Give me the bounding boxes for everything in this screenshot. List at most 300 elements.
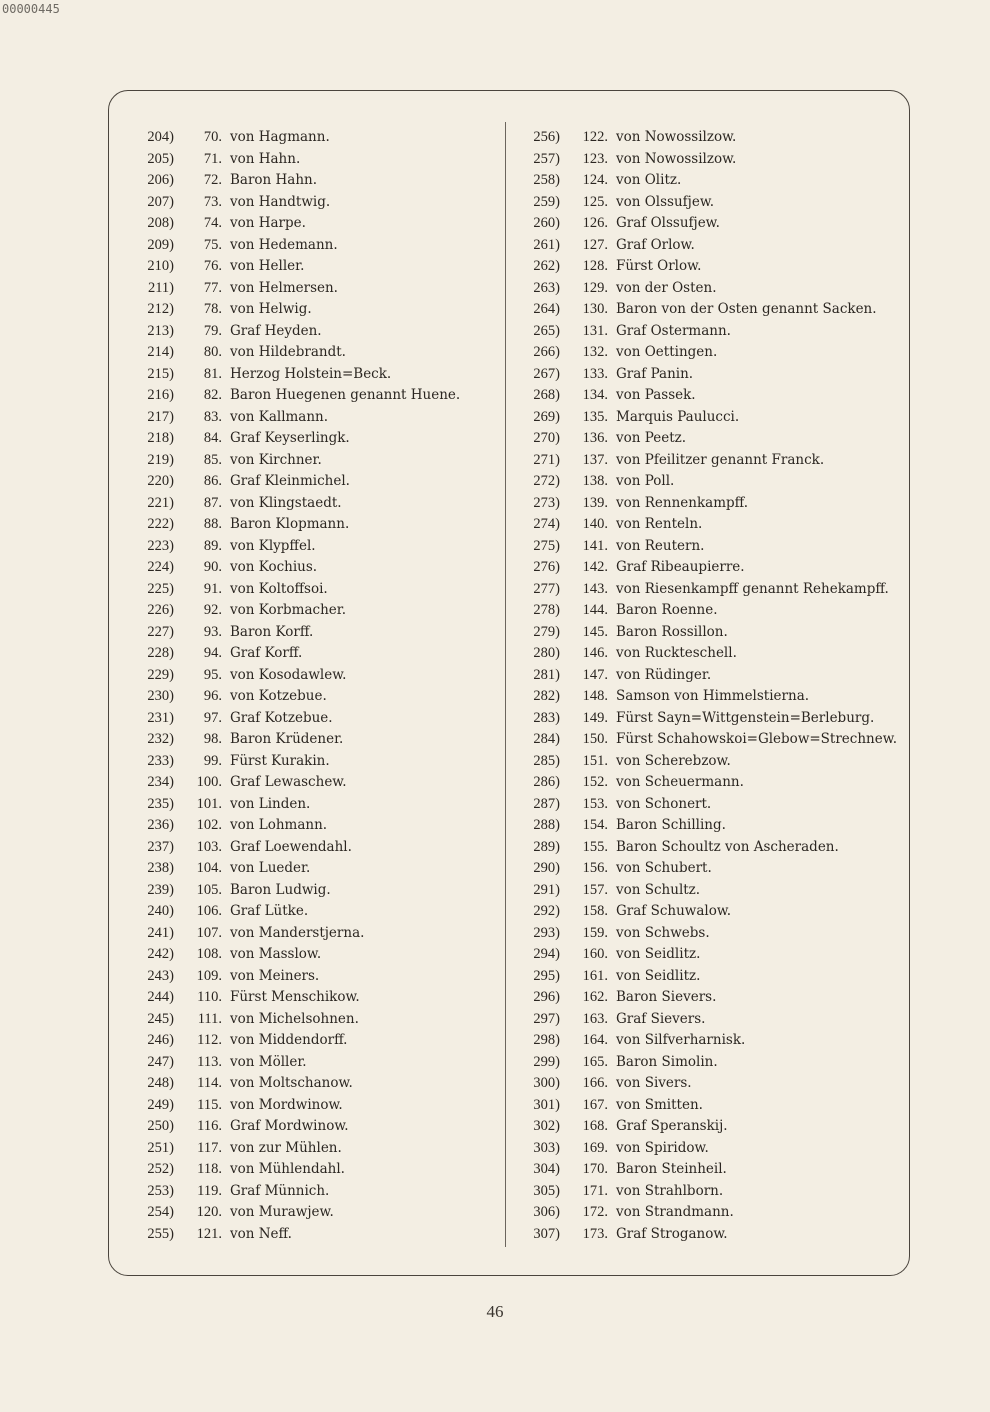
entry-number: 112. [197,1032,222,1048]
entry-number: 80. [203,344,222,360]
entry-number: 127. [582,236,608,253]
list-item [128,794,460,816]
entry-number: 120. [196,1204,222,1220]
entry-serial: 275) [533,537,560,554]
entry-number: 72. [203,172,222,188]
entry-name: von Strandmann. [616,1204,734,1220]
list-item [514,837,897,859]
list-item [514,428,897,450]
entry-serial: 264) [533,301,560,317]
entry-name: Baron von der Osten genannt Sacken. [616,301,877,317]
entry-serial: 299) [533,1053,560,1070]
entry-serial: 298) [533,1032,560,1048]
entry-number: 75. [203,236,222,253]
entry-number: 119. [197,1182,222,1199]
list-item [514,815,897,837]
list-item [128,987,460,1009]
list-item [514,213,897,235]
entry-serial: 212) [147,301,174,317]
entry-name: von Scherebzow. [616,752,731,769]
entry-number: 132. [582,344,608,360]
entry-serial: 213) [147,322,174,339]
entry-serial: 273) [533,494,560,511]
entry-number: 153. [582,795,608,812]
entry-number: 169. [582,1139,608,1156]
entry-number: 136. [582,430,608,446]
entry-number: 142. [582,559,608,575]
list-item [514,278,897,300]
page-number: 46 [486,1302,504,1321]
entry-name: von Kochius. [230,559,318,575]
entry-serial: 248) [147,1075,174,1091]
entry-serial: 274) [533,516,560,532]
list-item [128,471,460,493]
entry-number: 104. [196,860,222,876]
entry-serial: 270) [533,430,560,446]
entry-number: 90. [203,559,222,575]
entry-number: 79. [203,322,222,339]
list-item [514,342,897,364]
entry-name: Graf Olssufjew. [616,215,720,231]
entry-name: von Riesenkampff genannt Rehekampff. [616,580,889,597]
entry-name: von Lohmann. [230,817,328,833]
column-divider [505,122,506,1247]
entry-name: Samson von Himmelstierna. [616,688,810,704]
entry-name: Graf Kleinmichel. [230,473,350,489]
list-item [128,1181,460,1203]
entry-serial: 246) [147,1032,174,1048]
list-item [514,149,897,171]
entry-name: Graf Kotzebue. [230,709,333,726]
entry-name: Baron Roenne. [616,602,718,618]
entry-serial: 237) [147,838,174,855]
entry-number: 154. [582,817,608,833]
entry-number: 125. [582,193,608,210]
list-item [128,1095,460,1117]
entry-number: 115. [197,1096,222,1113]
list-item [128,235,460,257]
entry-number: 96. [203,688,222,704]
entry-number: 148. [582,688,608,704]
list-item [514,557,897,579]
entry-number: 151. [582,752,608,769]
list-item [128,579,460,601]
entry-name: von Nowossilzow. [616,150,737,167]
entry-serial: 253) [147,1182,174,1199]
entry-number: 113. [197,1053,222,1070]
entry-serial: 214) [147,344,174,360]
list-item [128,1052,460,1074]
entry-number: 129. [582,279,608,296]
entry-name: von Neff. [230,1225,292,1242]
entry-name: von Olssufjew. [616,193,715,210]
entry-number: 93. [203,623,222,640]
list-item [128,858,460,880]
list-item [128,213,460,235]
entry-number: 131. [582,322,608,339]
list-item [514,170,897,192]
entry-name: Graf Ribeaupierre. [616,559,745,575]
entry-serial: 244) [147,989,174,1005]
entry-serial: 251) [147,1139,174,1156]
entry-serial: 284) [533,731,560,747]
entry-number: 114. [197,1075,222,1091]
entry-serial: 292) [533,903,560,919]
entry-name: von Masslow. [230,946,322,962]
list-item [128,751,460,773]
entry-serial: 267) [533,365,560,382]
entry-number: 74. [203,215,222,231]
entry-name: von Reutern. [616,537,705,554]
entry-name: Graf Ostermann. [616,322,731,339]
entry-serial: 296) [533,989,560,1005]
entry-number: 170. [582,1161,608,1177]
entry-name: Baron Schilling. [616,817,726,833]
list-item [514,751,897,773]
entry-name: Baron Krüdener. [230,731,344,747]
entry-serial: 205) [147,150,174,167]
entry-name: von Smitten. [616,1096,703,1113]
entry-serial: 229) [147,666,174,683]
list-item [128,1030,460,1052]
entry-name: von Harpe. [230,215,306,231]
list-item [514,1030,897,1052]
list-item [514,1095,897,1117]
entry-number: 155. [582,838,608,855]
list-item [128,450,460,472]
entry-serial: 276) [533,559,560,575]
entry-serial: 261) [533,236,560,253]
entry-name: Graf Keyserlingk. [230,430,350,446]
entry-name: von Hildebrandt. [230,344,346,360]
list-item [128,493,460,515]
entry-number: 122. [582,129,608,145]
list-item [514,1073,897,1095]
entry-number: 160. [582,946,608,962]
entry-serial: 305) [533,1182,560,1199]
entry-name: von Kallmann. [230,408,329,425]
entry-number: 162. [582,989,608,1005]
list-item [514,901,897,923]
entry-number: 78. [203,301,222,317]
entry-name: Graf Orlow. [616,236,695,253]
entry-number: 70. [203,129,222,145]
entry-name: Graf Stroganow. [616,1225,728,1242]
entry-serial: 217) [147,408,174,425]
entry-serial: 278) [533,602,560,618]
entry-number: 171. [582,1182,608,1199]
entry-name: von Linden. [230,795,311,812]
entry-number: 94. [203,645,222,661]
entry-number: 130. [582,301,608,317]
entry-name: Graf Lewaschew. [230,774,347,790]
entry-name: von Middendorff. [230,1032,348,1048]
entry-number: 137. [582,451,608,468]
entry-number: 92. [203,602,222,618]
list-item [514,1224,897,1246]
list-item [514,708,897,730]
entry-serial: 281) [533,666,560,683]
entry-serial: 290) [533,860,560,876]
entry-number: 95. [203,666,222,683]
list-item [514,944,897,966]
list-item [514,643,897,665]
entry-serial: 277) [533,580,560,597]
list-item [514,1159,897,1181]
entry-serial: 304) [533,1161,560,1177]
entry-name: von Hagmann. [230,129,330,145]
entry-name: von Schultz. [616,881,701,898]
entry-name: Baron Steinheil. [616,1161,727,1177]
list-item [128,1116,460,1138]
entry-serial: 252) [147,1161,174,1177]
entry-serial: 272) [533,473,560,489]
page-identifier: 00000445 [2,2,60,16]
entry-number: 88. [203,516,222,532]
entry-name: von Sivers. [616,1075,692,1091]
list-item [514,471,897,493]
entry-name: Graf Mordwinow. [230,1118,349,1134]
entry-number: 173. [582,1225,608,1242]
entry-serial: 236) [147,817,174,833]
entry-name: von Oettingen. [616,344,718,360]
entry-number: 105. [196,881,222,898]
list-item [128,321,460,343]
list-item [514,364,897,386]
list-item [514,665,897,687]
list-item [128,364,460,386]
list-item [514,858,897,880]
entry-number: 91. [203,580,222,597]
list-item [128,815,460,837]
entry-serial: 295) [533,967,560,984]
entry-name: Graf Loewendahl. [230,838,352,855]
entry-serial: 263) [533,279,560,296]
entry-name: von Möller. [230,1053,307,1070]
entry-name: von Moltschanow. [230,1075,353,1091]
list-item [128,837,460,859]
entry-name: von Mühlendahl. [230,1161,345,1177]
entry-name: von Ruckteschell. [616,645,737,661]
entry-number: 97. [203,709,222,726]
entry-serial: 220) [147,473,174,489]
entry-name: von Seidlitz. [616,967,701,984]
entry-name: von Meiners. [230,967,320,984]
entry-serial: 228) [147,645,174,661]
entry-number: 157. [582,881,608,898]
entry-serial: 291) [533,881,560,898]
entry-name: von Schonert. [616,795,712,812]
entry-number: 128. [582,258,608,274]
entry-name: von Michelsohnen. [230,1010,359,1027]
entry-serial: 247) [147,1053,174,1070]
entry-name: von Renteln. [616,516,703,532]
entry-name: Herzog Holstein=Beck. [230,365,392,382]
entry-name: Graf Sievers. [616,1010,706,1027]
entry-name: Fürst Sayn=Wittgenstein=Berleburg. [616,709,875,726]
list-item [128,170,460,192]
entry-serial: 249) [147,1096,174,1113]
entry-number: 118. [197,1161,222,1177]
entry-serial: 297) [533,1010,560,1027]
list-item [128,600,460,622]
entry-name: Fürst Schahowskoi=Glebow=Strechnew. [616,731,897,747]
entry-number: 107. [196,924,222,941]
entry-serial: 241) [147,924,174,941]
entry-name: von Poll. [616,473,675,489]
entry-name: von Kosodawlew. [230,666,347,683]
entry-serial: 301) [533,1096,560,1113]
entry-number: 134. [582,387,608,403]
entry-number: 103. [196,838,222,855]
entry-number: 158. [582,903,608,919]
entry-serial: 234) [147,774,174,790]
entry-serial: 223) [147,537,174,554]
entry-name: von Rennenkampff. [616,494,749,511]
entry-number: 86. [203,473,222,489]
entry-serial: 235) [147,795,174,812]
list-item [514,127,897,149]
list-item [514,686,897,708]
list-item [128,342,460,364]
entry-number: 77. [203,279,222,296]
entry-number: 167. [582,1096,608,1113]
list-item [514,794,897,816]
entry-number: 106. [196,903,222,919]
entry-serial: 288) [533,817,560,833]
entry-serial: 232) [147,731,174,747]
entry-serial: 266) [533,344,560,360]
entry-name: von Seidlitz. [616,946,701,962]
entry-name: Graf Münnich. [230,1182,330,1199]
entry-serial: 268) [533,387,560,403]
list-item [514,729,897,751]
entry-serial: 260) [533,215,560,231]
entry-serial: 226) [147,602,174,618]
entry-name: Baron Ludwig. [230,881,331,898]
entry-number: 172. [582,1204,608,1220]
list-item [128,1009,460,1031]
entry-number: 84. [203,430,222,446]
entry-serial: 287) [533,795,560,812]
entry-serial: 225) [147,580,174,597]
list-item [128,127,460,149]
entry-name: Graf Panin. [616,365,694,382]
entry-name: von Manderstjerna. [230,924,365,941]
entry-name: Marquis Paulucci. [616,408,740,425]
entry-serial: 243) [147,967,174,984]
entry-serial: 289) [533,838,560,855]
list-item [128,514,460,536]
list-item [128,665,460,687]
entry-name: von Olitz. [616,172,682,188]
entry-number: 159. [582,924,608,941]
list-item [128,1138,460,1160]
entry-name: Baron Huegenen genannt Huene. [230,387,461,403]
list-item [514,192,897,214]
list-item [514,579,897,601]
entry-serial: 306) [533,1204,560,1220]
list-item [128,278,460,300]
entry-number: 116. [197,1118,222,1134]
entry-number: 164. [582,1032,608,1048]
entry-name: Graf Speranskij. [616,1118,728,1134]
list-item [128,1202,460,1224]
entry-name: von der Osten. [616,279,717,296]
entry-serial: 218) [147,430,174,446]
entry-serial: 283) [533,709,560,726]
list-item [128,772,460,794]
entry-serial: 242) [147,946,174,962]
entry-number: 111. [197,1010,222,1027]
list-item [128,622,460,644]
entry-number: 101. [196,795,222,812]
entry-number: 166. [582,1075,608,1091]
entry-name: von Helmersen. [230,279,338,296]
list-item [514,923,897,945]
entry-serial: 257) [533,150,560,167]
entry-name: von Schwebs. [616,924,710,941]
entry-serial: 227) [147,623,174,640]
entry-name: von Pfeilitzer genannt Franck. [616,451,825,468]
entry-serial: 307) [533,1225,560,1242]
entry-serial: 245) [147,1010,174,1027]
entry-number: 161. [582,967,608,984]
entry-serial: 293) [533,924,560,941]
list-item [514,299,897,321]
entry-number: 109. [196,967,222,984]
list-item [514,235,897,257]
entry-name: von Heller. [230,258,305,274]
entry-name: Baron Hahn. [230,172,318,188]
entry-serial: 282) [533,688,560,704]
entry-serial: 302) [533,1118,560,1134]
entry-number: 82. [203,387,222,403]
list-item [128,385,460,407]
entry-name: von Spiridow. [616,1139,709,1156]
entry-serial: 230) [147,688,174,704]
entry-number: 89. [203,537,222,554]
list-item [128,1224,460,1246]
list-item [514,1181,897,1203]
entry-number: 81. [203,365,222,382]
entry-serial: 207) [147,193,174,210]
entry-name: Fürst Orlow. [616,258,702,274]
entry-name: von Hedemann. [230,236,338,253]
entry-name: Baron Korff. [230,623,314,640]
entry-name: von Peetz. [616,430,687,446]
entry-name: von Schubert. [616,860,712,876]
entry-name: Baron Sievers. [616,989,717,1005]
entry-serial: 262) [533,258,560,274]
entry-number: 87. [203,494,222,511]
entry-serial: 210) [147,258,174,274]
entry-serial: 211) [147,279,174,296]
entry-serial: 279) [533,623,560,640]
entry-serial: 224) [147,559,174,575]
entry-serial: 285) [533,752,560,769]
entry-name: von zur Mühlen. [230,1139,342,1156]
entry-name: von Strahlborn. [616,1182,724,1199]
list-item [514,1138,897,1160]
entry-number: 121. [196,1225,222,1242]
list-item [514,256,897,278]
list-item [514,514,897,536]
entry-name: Graf Schuwalow. [616,903,732,919]
list-item [128,149,460,171]
entry-serial: 204) [147,129,174,145]
entry-number: 141. [582,537,608,554]
